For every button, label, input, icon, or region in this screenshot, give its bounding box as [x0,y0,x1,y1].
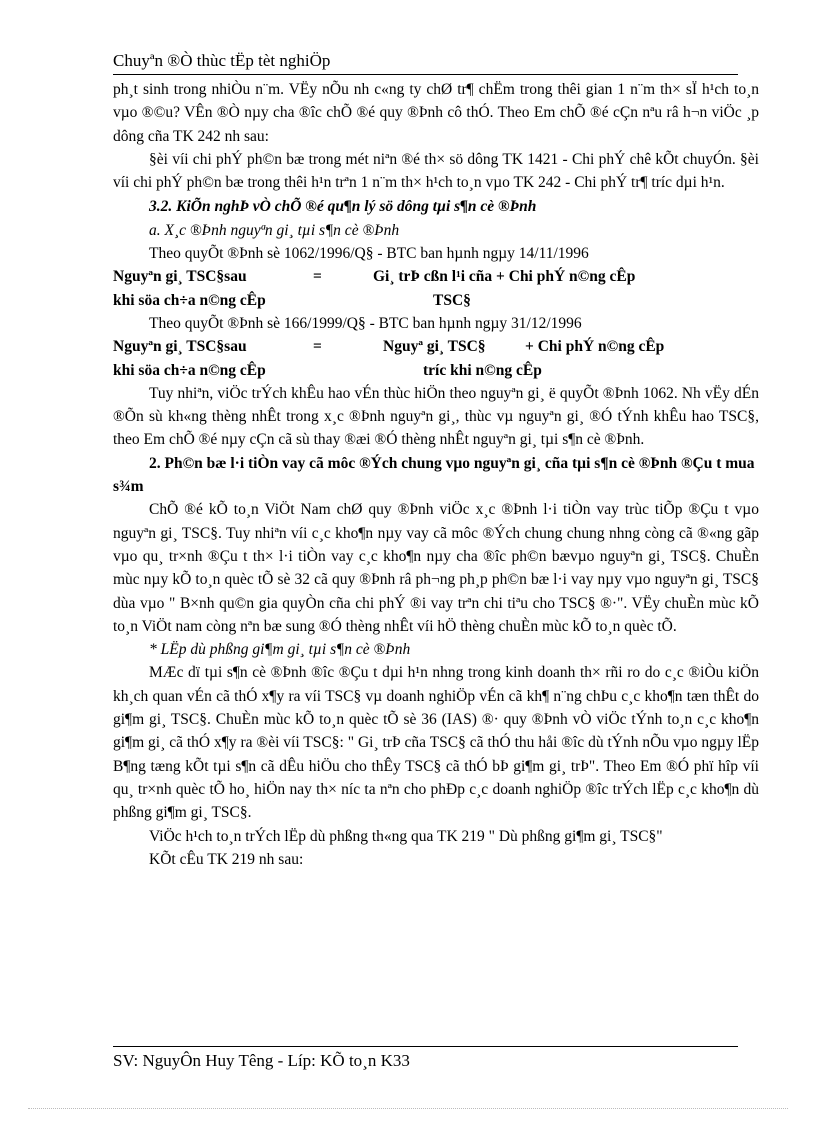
formula-lhs: Nguyªn gi¸ TSC§sau [113,338,247,356]
paragraph: ph¸t sinh trong nhiÒu n¨m. VËy nÕu nh c«ng ty chØ tr¶ chËm trong thêi gian 1 n¨m th× sÏ h¹ch to¸n vµo ®©u? VÊn ®Ò nµy cha ®îc chÕ ®é quy ®Þnh cô thÓ. Theo Em chÕ ®é cÇn nªu râ h¬n viÖc ¸p dông cña TK 242 nh sau: [113,81,759,145]
page-header: Chuyªn ®Ò thùc tËp tèt nghiÖp [113,51,331,70]
header-divider [113,74,738,75]
page-footer: SV: NguyÔn Huy Têng - Líp: KÕ to¸n K33 [113,1051,410,1070]
footer-divider [113,1046,738,1047]
formula-lhs: khi söa ch÷a n©ng cÊp [113,291,266,309]
formula-lhs: khi söa ch÷a n©ng cÊp [113,361,266,379]
formula-rhs: tríc khi n©ng cÊp [423,361,542,379]
subsection-heading: * LËp dù phßng gi¶m gi¸ tµi s¶n cè ®Þnh [149,641,411,659]
formula-lhs: Nguyªn gi¸ TSC§sau [113,268,247,286]
paragraph: ChÕ ®é kÕ to¸n ViÖt Nam chØ quy ®Þnh viÖc x¸c ®Þnh l·i tiÒn vay trùc tiÕp ®Çu t vµo nguyªn gi¸ TSC§. Tuy nhiªn víi c¸c kho¶n nµy vay cã môc ®Ých chung chung nhng còng cã ®«ng gãp vµo qu¸ tr×nh ®Çu t th× l·i tiÒn vay c¸c kho¶n nµy cha ®îc ph©n bævµo nguyªn gi¸ TSC§. ChuÈn mùc nµy kÕ to¸n quèc tÕ sè 32 cã quy ®Þnh râ ph¬ng ph¸p ph©n bæ l·i vay nµy vµo nguyªn gi¸ TSC§ dùa vµo " B×nh qu©n gia quyÒn cña chi phÝ ®i vay trªn chi tiªu cho TSC§ ®·". VËy chuÈn mùc kÕ to¸n ViÖt nam còng nªn bæ sung ®Ó thèng nhÊt víi hÖ thèng chuÈn mùc kÕ to¸n quèc tÕ. [113,501,759,635]
document-body [113,78,759,871]
formula-rhs: TSC§ [433,291,471,309]
page-edge [28,1108,788,1109]
subsection-heading: a. X¸c ®Þnh nguyªn gi¸ tµi s¶n cè ®Þnh [149,221,400,239]
formula-equals: = [313,268,322,286]
paragraph: KÕt cÊu TK 219 nh sau: [149,850,304,868]
paragraph: Theo quyÕt ®Þnh sè 166/1999/Q§ - BTC ban hµnh ngµy 31/12/1996 [149,314,582,332]
paragraph: Theo quyÕt ®Þnh sè 1062/1996/Q§ - BTC ban hµnh ngµy 14/11/1996 [149,245,589,263]
section-heading: 2. Ph©n bæ l·i tiÒn vay cã môc ®Ých chung vµo nguyªn gi¸ cña tµi s¶n cè ®Þnh ®Çu t mua s¾m [113,454,755,496]
paragraph: MÆc dï tµi s¶n cè ®Þnh ®îc ®Çu t dµi h¹n nhng trong kinh doanh th× rñi ro do c¸c ®iÒu kiÖn kh¸ch quan vÉn cã thÓ x¶y ra víi TSC§ vµ doanh nghiÖp vÉn cã kh¶ n¨ng chÞu c¸c kho¶n tæn thÊt do gi¶m gi¸ TSC§. ChuÈn mùc kÕ to¸n quèc tÕ sè 36 (IAS) ®· quy ®Þnh vÒ viÖc tÝnh to¸n c¸c kho¶n gi¶m gi¸ cã thÓ x¶y ra ®èi víi TSC§: " Gi¸ trÞ cña TSC§ cã thÓ thu håi ®îc dù tÝnh nÕu vµo ngµy lËp B¶ng tæng kÕt tµi s¶n cã dÊu hiÖu cho thÊy TSC§ cã thÓ bÞ gi¶m gi¸ trÞ". Theo Em ®Ó phï hîp víi qu¸ tr×nh quèc tÕ ho¸ hiÖn nay th× níc ta nªn cho phÐp c¸c doanh nghiÖp ®îc trÝch lËp c¸c kho¶n dù phßng gi¶m gi¸ TSC§. [113,664,759,822]
formula-rhs: + Chi phÝ n©ng cÊp [525,338,665,356]
formula-equals: = [313,338,322,356]
paragraph: Tuy nhiªn, viÖc trÝch khÊu hao vÉn thùc hiÖn theo nguyªn gi¸ ë quyÕt ®Þnh 1062. Nh vËy dÉn ®Õn sù kh«ng thèng nhÊt trong x¸c ®Þnh nguyªn gi¸, thùc vµ nguyªn gi¸ ®Ó tÝnh khÊu hao TSC§, theo Em chÕ ®é nµy cÇn cã sù thay ®æi ®Ó thèng nhÊt nguyªn gi¸ tµi s¶n cè ®Þnh. [113,384,759,449]
formula-2 [113,335,759,382]
formula-1 [113,265,759,312]
paragraph: ViÖc h¹ch to¸n trÝch lËp dù phßng th«ng qua TK 219 " Dù phßng gi¶m gi¸ TSC§" [149,827,663,845]
formula-rhs: Gi¸ trÞ cßn l¹i cña + Chi phÝ n©ng cÊp [373,268,636,286]
formula-rhs: Nguyª gi¸ TSC§ [383,338,486,356]
section-heading: 3.2. KiÕn nghÞ vÒ chÕ ®é qu¶n lý sö dông tµi s¶n cè ®Þnh [149,198,537,216]
paragraph: §èi víi chi phÝ ph©n bæ trong mét niªn ®é th× sö dông TK 1421 - Chi phÝ chê kÕt chuyÓn. §èi víi chi phÝ ph©n bæ trong thêi h¹n trªn 1 n¨m th× h¹ch to¸n vµo TK 242 - Chi phÝ tr¶ tríc dµi h¹n. [113,150,759,192]
